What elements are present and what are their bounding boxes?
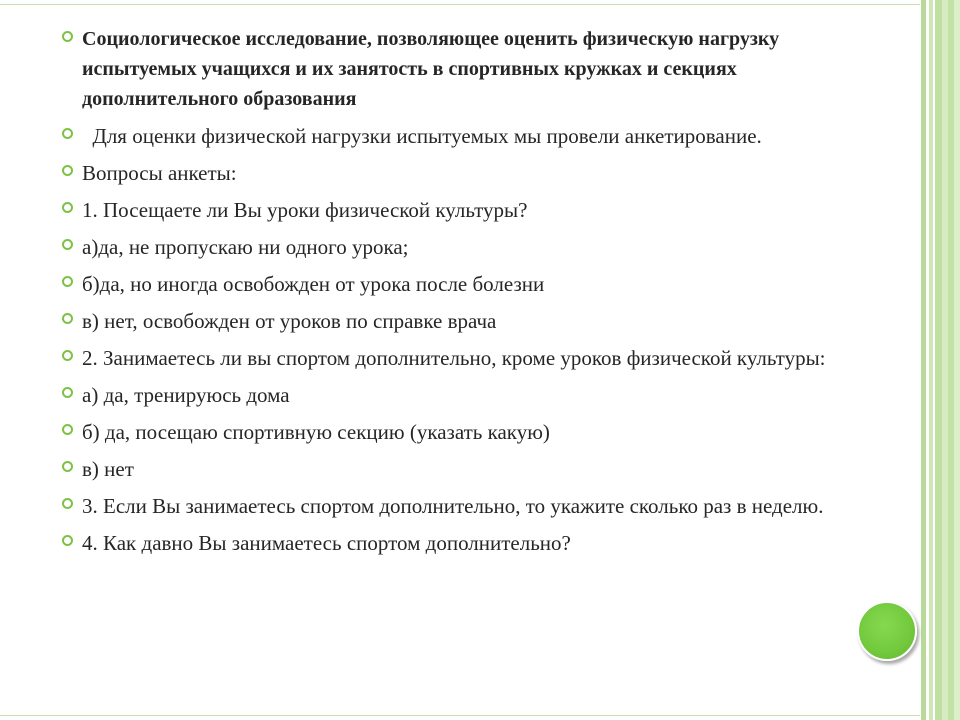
decorative-green-circle	[857, 601, 917, 661]
list-item-text: 2. Занимаетесь ли вы спортом дополнительно, кроме уроков физической культуры:	[82, 346, 826, 370]
list-item	[62, 232, 842, 262]
list-item	[62, 528, 842, 558]
bullet-icon	[62, 276, 73, 287]
bullet-icon	[62, 31, 73, 42]
list-item-text: 3. Если Вы занимаетесь спортом дополнительно, то укажите сколько раз в неделю.	[82, 494, 824, 518]
list-item-text: 1. Посещаете ли Вы уроки физической культуры?	[82, 198, 528, 222]
decorative-stripes	[920, 0, 960, 720]
frame-bottom-line	[0, 715, 924, 716]
list-item	[62, 121, 842, 151]
list-item	[62, 343, 842, 373]
list-item-text: а) да, тренируюсь дома	[82, 383, 290, 407]
frame-top-line	[0, 4, 924, 5]
list-item-text: б) да, посещаю спортивную секцию (указать какую)	[82, 420, 550, 444]
bullet-icon	[62, 535, 73, 546]
list-item	[62, 195, 842, 225]
list-item-text: в) нет, освобожден от уроков по справке врача	[82, 309, 497, 333]
list-item-text: Социологическое исследование, позволяющее оценить физическую нагрузку испытуемых учащихся и их занятость в спортивных кружках и секциях дополнительного образования	[82, 28, 780, 110]
list-item	[62, 158, 842, 188]
bullet-list	[62, 24, 842, 565]
bullet-icon	[62, 313, 73, 324]
bullet-icon	[62, 128, 73, 139]
list-item	[62, 380, 842, 410]
bullet-icon	[62, 424, 73, 435]
list-item-text: б)да, но иногда освобожден от урока после болезни	[82, 272, 545, 296]
list-item	[62, 306, 842, 336]
bullet-icon	[62, 498, 73, 509]
list-item-heading	[62, 24, 842, 114]
list-item-text: а)да, не пропускаю ни одного урока;	[82, 235, 409, 259]
bullet-icon	[62, 165, 73, 176]
bullet-icon	[62, 239, 73, 250]
list-item	[62, 269, 842, 299]
list-item-text: в) нет	[82, 457, 134, 481]
list-item-text: Вопросы анкеты:	[82, 161, 237, 185]
list-item-text: 4. Как давно Вы занимаетесь спортом дополнительно?	[82, 531, 571, 555]
list-item	[62, 491, 842, 521]
bullet-icon	[62, 202, 73, 213]
list-item	[62, 417, 842, 447]
list-item	[62, 454, 842, 484]
bullet-icon	[62, 461, 73, 472]
bullet-icon	[62, 350, 73, 361]
bullet-icon	[62, 387, 73, 398]
list-item-text: Для оценки физической нагрузки испытуемых мы провели анкетирование.	[82, 124, 762, 148]
